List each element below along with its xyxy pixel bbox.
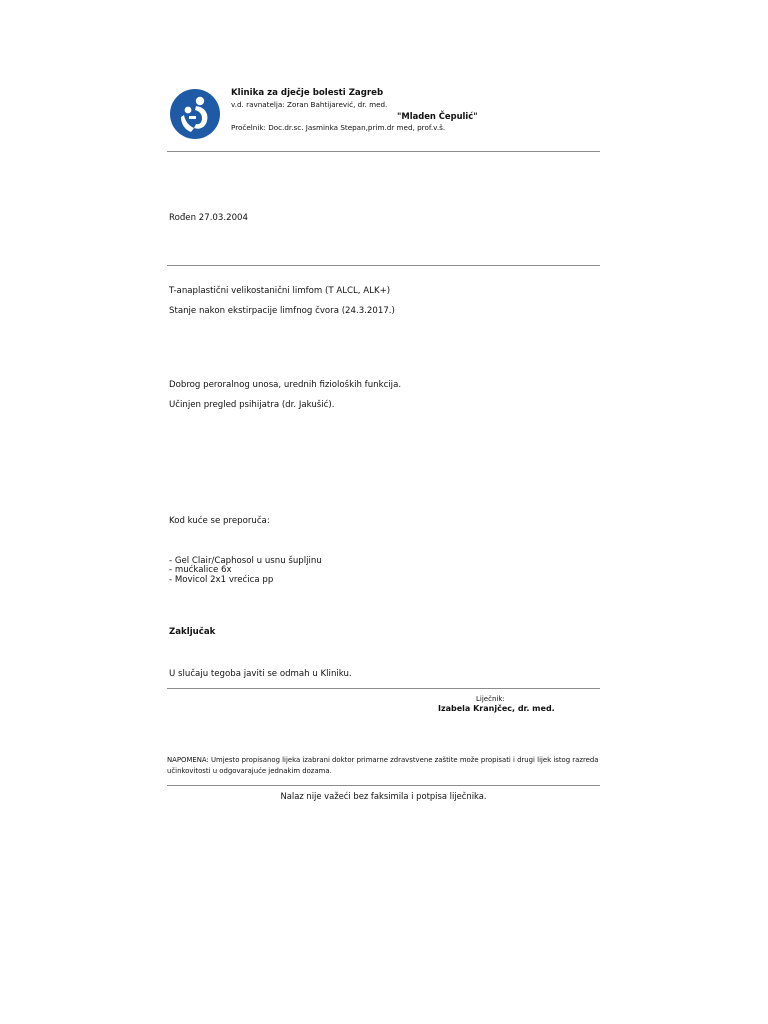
status-line-2: Učinjen pregled psihijatra (dr. Jakušić).: [169, 400, 335, 410]
header-divider: [167, 151, 600, 152]
diagnosis-line-1: T-anaplastični velikostanični limfom (T ALCL, ALK+): [169, 286, 391, 296]
footer-divider: [167, 785, 600, 786]
conclusion-text: U slučaju tegoba javiti se odmah u Kliniku.: [169, 669, 352, 679]
diagnosis-line-2: Stanje nakon ekstirpacije limfnog čvora (24.3.2017.): [169, 306, 395, 316]
validity-footer: Nalaz nije važeći bez faksimila i potpisa liječnika.: [280, 791, 487, 801]
recommendation-item: - Gel Clair/Caphosol u usnu šupljinu: [169, 556, 322, 566]
patient-divider: [167, 265, 600, 266]
signature-role: Liječnik:: [476, 695, 505, 703]
signature-name: Izabela Kranjčec, dr. med.: [438, 704, 555, 713]
patient-birth-date: Rođen 27.03.2004: [169, 213, 248, 223]
prescription-note: NAPOMENA: Umjesto propisanog lijeka izabrani doktor primarne zdravstvene zaštite može propisati i drugi lijek istog razreda učinkovitosti u odgovarajuće jednakim dozama.: [167, 756, 599, 775]
clinic-logo-icon: [169, 88, 221, 140]
status-line-1: Dobrog peroralnog unosa, urednih fizioloških funkcija.: [169, 380, 402, 390]
recommendations-intro: Kod kuće se preporuča:: [169, 516, 270, 526]
conclusion-divider: [167, 688, 600, 689]
clinic-name: Klinika za dječje bolesti Zagreb: [231, 88, 384, 98]
director-line: v.d. ravnatelja: Zoran Bahtijarević, dr. med.: [231, 100, 388, 109]
head-of-department-line: Pročelnik: Doc.dr.sc. Jasminka Stepan,prim.dr med, prof.v.š.: [231, 123, 446, 132]
department-name: "Mladen Čepulić": [397, 111, 478, 121]
recommendation-item: - mućkalice 6x: [169, 565, 232, 575]
conclusion-heading: Zaključak: [169, 627, 216, 637]
recommendation-item: - Movicol 2x1 vrećica pp: [169, 575, 274, 585]
